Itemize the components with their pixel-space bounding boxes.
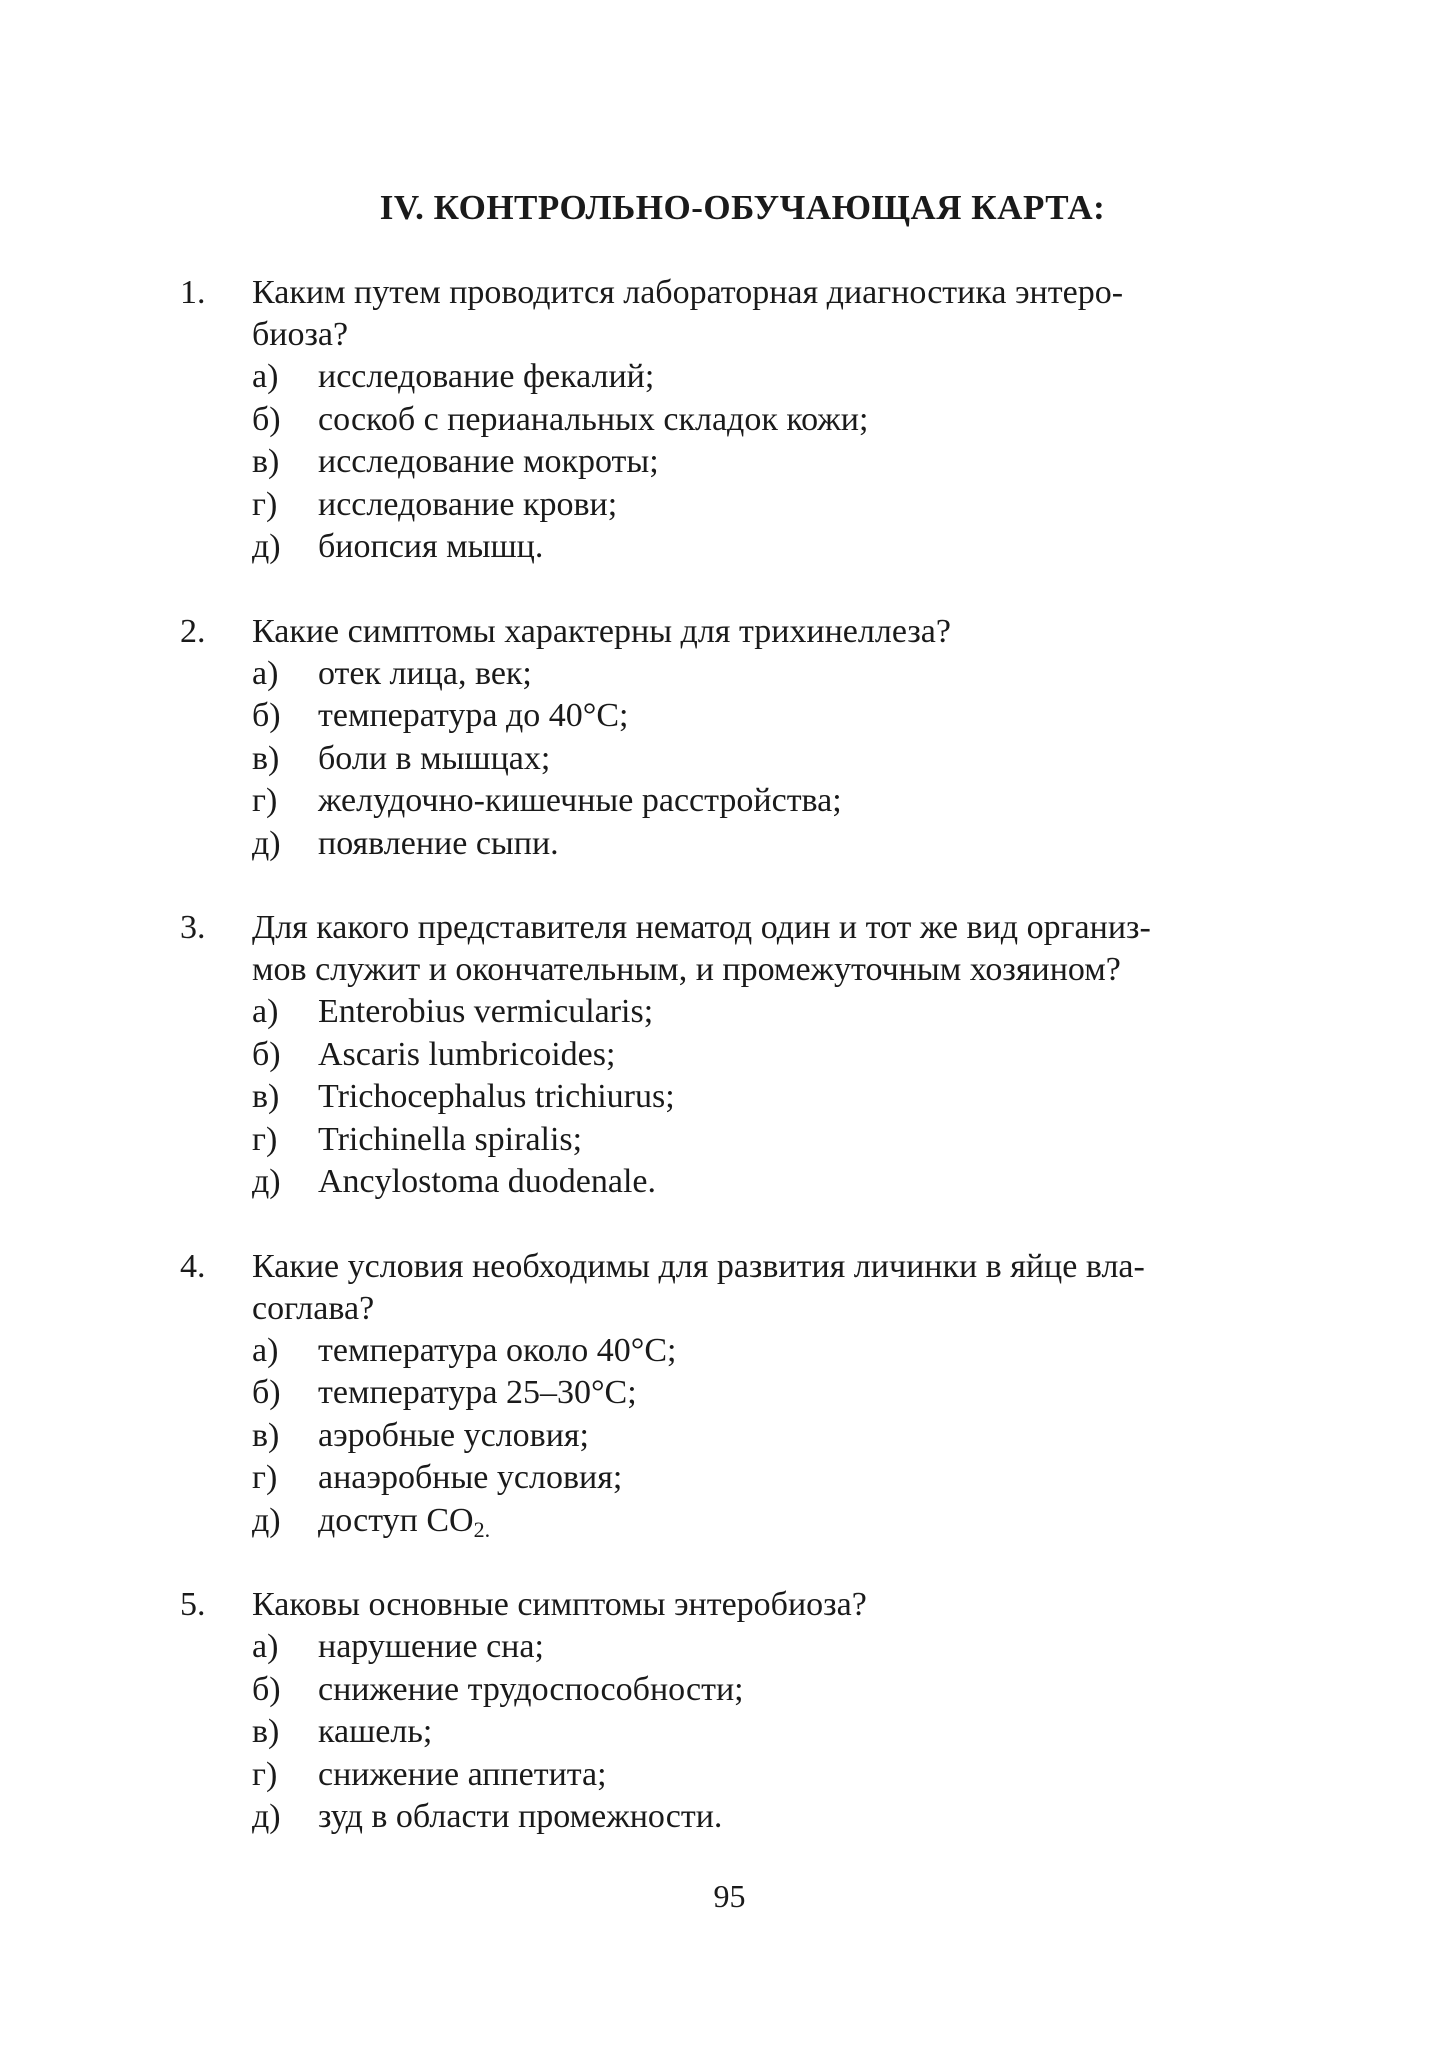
option-text: биопсия мышц. [318,528,544,565]
option-text: температура около 40°С; [318,1331,677,1369]
option-letter: а) [252,993,279,1030]
option-text: зуд в области промежности. [318,1798,723,1835]
option-text: Ascaris lumbricoides; [318,1035,616,1073]
option-letter: а) [252,358,279,395]
question-text: Какие симптомы характерны для трихинеллеза? [252,612,951,650]
option-letter: в) [252,443,280,480]
option-text: появление сыпи. [318,824,559,862]
option-letter: б) [252,400,281,438]
question-text: Каковы основные симптомы энтеробиоза? [252,1586,867,1623]
option-letter: б) [252,1035,281,1073]
option-letter: д) [252,1163,281,1200]
question-text: Какие условия необходимы для развития личинки в яйце вла- соглава? [252,1247,1145,1327]
option-letter: б) [252,1670,281,1708]
option-item [252,1330,1272,1373]
option-item [252,653,1272,696]
option-letter: в) [252,739,280,777]
option-text: боли в мышцах; [318,739,551,777]
question-number: 3. [180,909,206,946]
question-3 [180,907,1272,1204]
option-text: исследование крови; [318,485,618,523]
option-text: исследование фекалий; [318,358,655,395]
option-text: кашель; [318,1713,433,1750]
option-text: доступ CO [318,1501,474,1539]
option-item [252,526,1272,569]
option-item [252,1034,1272,1077]
option-item [252,823,1272,866]
question-list [180,272,1272,1881]
question-text: Для какого представителя нематод один и тот же вид организ- мов служит и окончательным, и промежуточным хозяином? [252,909,1151,988]
option-letter: д) [252,528,281,565]
question-5 [180,1584,1272,1839]
option-text: аэробные условия; [318,1416,590,1454]
option-letter: д) [252,824,281,862]
option-text: отек лица, век; [318,654,532,692]
option-letter: а) [252,654,279,692]
option-letter: б) [252,1374,281,1411]
option-list [252,991,1272,1204]
option-letter: д) [252,1501,281,1539]
option-text: Trichinella spiralis; [318,1120,583,1158]
option-letter: д) [252,1798,281,1835]
question-number: 2. [180,612,206,650]
option-letter: г) [252,1120,278,1158]
option-item [252,356,1272,399]
option-item [252,695,1272,738]
option-list [252,1626,1272,1839]
option-list [252,356,1272,569]
option-text: температура 25–30°С; [318,1374,637,1411]
option-text: температура до 40°С; [318,697,629,734]
option-item [252,1415,1272,1458]
option-list [252,1330,1272,1543]
option-letter: а) [252,1331,279,1369]
option-text: снижение трудоспособности; [318,1670,744,1708]
option-letter: в) [252,1078,280,1115]
question-number: 5. [180,1586,206,1623]
option-item [252,441,1272,484]
option-item [252,1119,1272,1162]
option-text: снижение аппетита; [318,1755,607,1793]
option-item [252,1626,1272,1669]
page-number: 95 [713,1878,746,1914]
option-item [252,780,1272,823]
option-text: желудочно-кишечные расстройства; [318,782,842,819]
option-letter: г) [252,1755,278,1793]
option-item [252,1161,1272,1204]
option-text: Enterobius vermicularis; [318,993,654,1030]
option-letter: г) [252,782,278,819]
option-item [252,1500,1272,1543]
option-list [252,653,1272,866]
question-number: 1. [180,274,206,311]
question-2 [180,611,1272,866]
option-item [252,1372,1272,1415]
option-item [252,991,1272,1034]
question-text: Каким путем проводится лабораторная диагностика энтеро- биоза? [252,274,1124,353]
option-item [252,1711,1272,1754]
question-1 [180,272,1272,569]
option-subscript: 2. [473,1516,491,1542]
option-item [252,1754,1272,1797]
question-number: 4. [180,1247,206,1285]
option-item [252,399,1272,442]
option-item [252,1669,1272,1712]
option-text: соскоб с перианальных складок кожи; [318,400,869,438]
option-text-wrapper [318,1500,490,1543]
option-letter: в) [252,1416,280,1454]
option-item [252,484,1272,527]
option-letter: б) [252,697,281,734]
option-letter: а) [252,1628,279,1665]
option-letter: в) [252,1713,280,1750]
page-title: IV. КОНТРОЛЬНО-ОБУЧАЮЩАЯ КАРТА: [379,188,1106,227]
option-text: исследование мокроты; [318,443,659,480]
option-text: нарушение сна; [318,1628,544,1665]
option-text: Trichocephalus trichiurus; [318,1078,675,1115]
option-item [252,1796,1272,1839]
option-text: Ancylostoma duodenale. [318,1163,657,1200]
option-letter: г) [252,1459,278,1496]
question-4 [180,1246,1272,1543]
option-item [252,1457,1272,1500]
option-letter: г) [252,485,278,523]
option-item [252,1076,1272,1119]
option-item [252,738,1272,781]
option-text: анаэробные условия; [318,1459,623,1496]
